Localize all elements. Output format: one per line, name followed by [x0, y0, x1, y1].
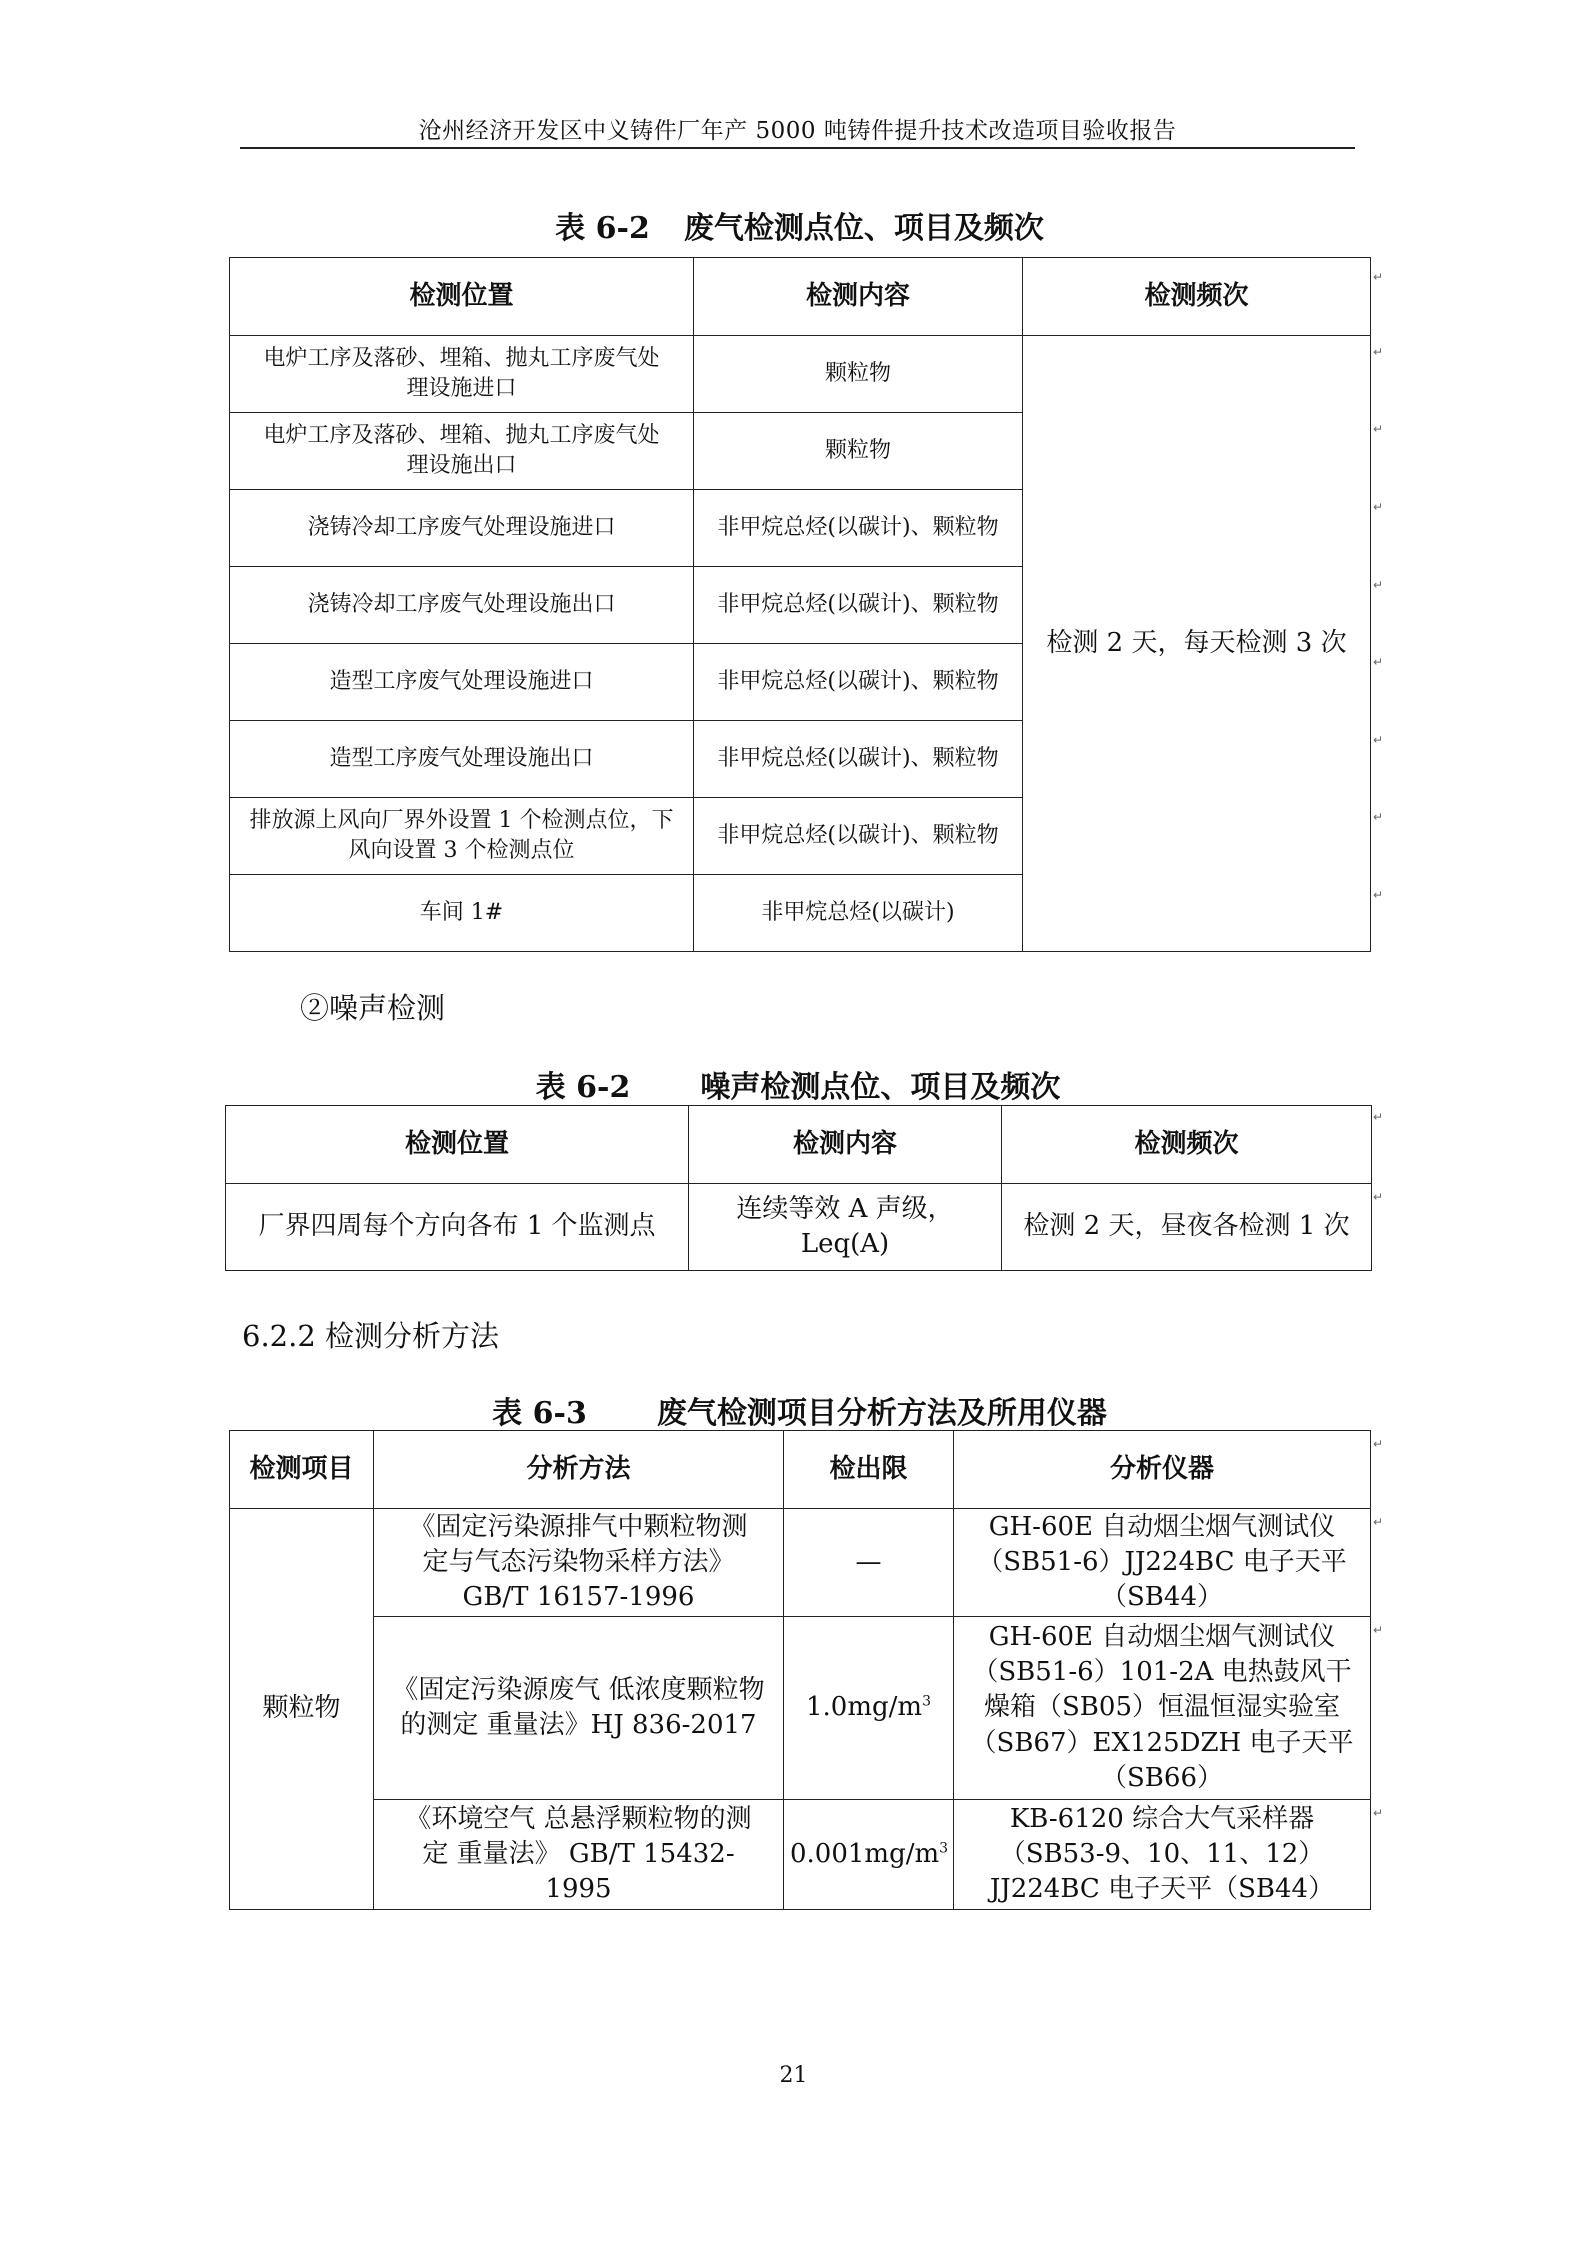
content-cell: 颗粒物 [694, 413, 1023, 490]
header-frequency: 检测频次 [1023, 258, 1371, 336]
content-cell: 非甲烷总烃(以碳计)、颗粒物 [694, 721, 1023, 798]
header-limit: 检出限 [784, 1431, 954, 1509]
table-header-row [230, 258, 1371, 336]
table-row [230, 1617, 1371, 1800]
frequency-cell: 检测 2 天，每天检测 3 次 [1023, 336, 1371, 952]
method-cell: 《环境空气 总悬浮颗粒物的测定 重量法》 GB/T 15432-1995 [374, 1800, 784, 1910]
table-row [230, 336, 1371, 413]
table2-caption [225, 1062, 1371, 1106]
paragraph-mark: ↵ [1373, 1110, 1384, 1124]
table2-number: 表 6-2 [535, 1070, 631, 1105]
paragraph-mark: ↵ [1373, 733, 1384, 747]
noise-monitoring-table [225, 1105, 1372, 1271]
method-cell: 《固定污染源废气 低浓度颗粒物的测定 重量法》HJ 836-2017 [374, 1617, 784, 1800]
header-location: 检测位置 [226, 1106, 689, 1184]
table2-title: 噪声检测点位、项目及频次 [700, 1070, 1061, 1105]
table1-caption [229, 203, 1370, 247]
method-heading: 6.2.2 检测分析方法 [242, 1319, 500, 1353]
limit-cell [784, 1617, 954, 1800]
instrument-cell: KB-6120 综合大气采样器（SB53-9、10、11、12）JJ224BC 电子天平（SB44） [954, 1800, 1371, 1910]
paragraph-mark: ↵ [1373, 578, 1384, 592]
paragraph-mark: ↵ [1373, 1190, 1384, 1204]
location-cell: 厂界四周每个方向各布 1 个监测点 [226, 1184, 689, 1271]
paragraph-mark: ↵ [1373, 1437, 1384, 1451]
limit-value: — [855, 1546, 882, 1577]
header-item: 检测项目 [230, 1431, 374, 1509]
paragraph-mark: ↵ [1373, 1806, 1384, 1820]
header-instrument: 分析仪器 [954, 1431, 1371, 1509]
table3-title: 废气检测项目分析方法及所用仪器 [656, 1396, 1107, 1431]
header-method: 分析方法 [374, 1431, 784, 1509]
content-cell: 非甲烷总烃(以碳计) [694, 875, 1023, 952]
noise-heading: ②噪声检测 [300, 991, 446, 1025]
limit-value: 0.001mg/m [790, 1838, 940, 1869]
header-rule [240, 147, 1355, 149]
paragraph-mark: ↵ [1373, 422, 1384, 436]
table3-number: 表 6-3 [492, 1396, 587, 1431]
paragraph-mark: ↵ [1373, 1515, 1384, 1529]
table-row [230, 1509, 1371, 1617]
item-cell: 颗粒物 [230, 1509, 374, 1910]
paragraph-mark: ↵ [1373, 1623, 1384, 1637]
table1-number: 表 6-2 [555, 211, 650, 246]
instrument-cell: GH-60E 自动烟尘烟气测试仪（SB51-6）JJ224BC 电子天平（SB44） [954, 1509, 1371, 1617]
limit-exponent: 3 [922, 1693, 931, 1710]
limit-cell [784, 1800, 954, 1910]
limit-cell [784, 1509, 954, 1617]
content-cell: 颗粒物 [694, 336, 1023, 413]
paragraph-mark: ↵ [1373, 270, 1384, 284]
content-cell: 非甲烷总烃(以碳计)、颗粒物 [694, 490, 1023, 567]
paragraph-mark: ↵ [1373, 500, 1384, 514]
location-cell: 车间 1# [230, 875, 694, 952]
location-cell: 电炉工序及落砂、埋箱、抛丸工序废气处理设施出口 [230, 413, 694, 490]
location-cell: 排放源上风向厂界外设置 1 个检测点位，下风向设置 3 个检测点位 [230, 798, 694, 875]
analysis-method-table [229, 1430, 1371, 1910]
header-frequency: 检测频次 [1002, 1106, 1372, 1184]
location-cell: 造型工序废气处理设施进口 [230, 644, 694, 721]
exhaust-monitoring-table [229, 257, 1371, 952]
running-header: 沧州经济开发区中义铸件厂年产 5000 吨铸件提升技术改造项目验收报告 [418, 118, 1177, 144]
table-header-row [230, 1431, 1371, 1509]
location-cell: 造型工序废气处理设施出口 [230, 721, 694, 798]
table-header-row [226, 1106, 1372, 1184]
table-row [230, 1800, 1371, 1910]
header-location: 检测位置 [230, 258, 694, 336]
paragraph-mark: ↵ [1373, 888, 1384, 902]
header-content: 检测内容 [689, 1106, 1002, 1184]
location-cell: 浇铸冷却工序废气处理设施出口 [230, 567, 694, 644]
method-cell: 《固定污染源排气中颗粒物测定与气态污染物采样方法》GB/T 16157-1996 [374, 1509, 784, 1617]
page-number: 21 [779, 2063, 808, 2088]
paragraph-mark: ↵ [1373, 655, 1384, 669]
limit-exponent: 3 [939, 1840, 949, 1857]
content-cell: 连续等效 A 声级，Leq(A) [689, 1184, 1002, 1271]
table3-caption [229, 1388, 1370, 1432]
frequency-cell: 检测 2 天，昼夜各检测 1 次 [1002, 1184, 1372, 1271]
content-cell: 非甲烷总烃(以碳计)、颗粒物 [694, 567, 1023, 644]
content-cell: 非甲烷总烃(以碳计)、颗粒物 [694, 798, 1023, 875]
paragraph-mark: ↵ [1373, 810, 1384, 824]
table1-title: 废气检测点位、项目及频次 [683, 211, 1044, 246]
location-cell: 电炉工序及落砂、埋箱、抛丸工序废气处理设施进口 [230, 336, 694, 413]
instrument-cell: GH-60E 自动烟尘烟气测试仪（SB51-6）101-2A 电热鼓风干燥箱（SB05）恒温恒湿实验室（SB67）EX125DZH 电子天平（SB66） [954, 1617, 1371, 1800]
header-content: 检测内容 [694, 258, 1023, 336]
limit-value: 1.0mg/m [806, 1692, 923, 1723]
content-cell: 非甲烷总烃(以碳计)、颗粒物 [694, 644, 1023, 721]
table-row [226, 1184, 1372, 1271]
location-cell: 浇铸冷却工序废气处理设施进口 [230, 490, 694, 567]
paragraph-mark: ↵ [1373, 345, 1384, 359]
